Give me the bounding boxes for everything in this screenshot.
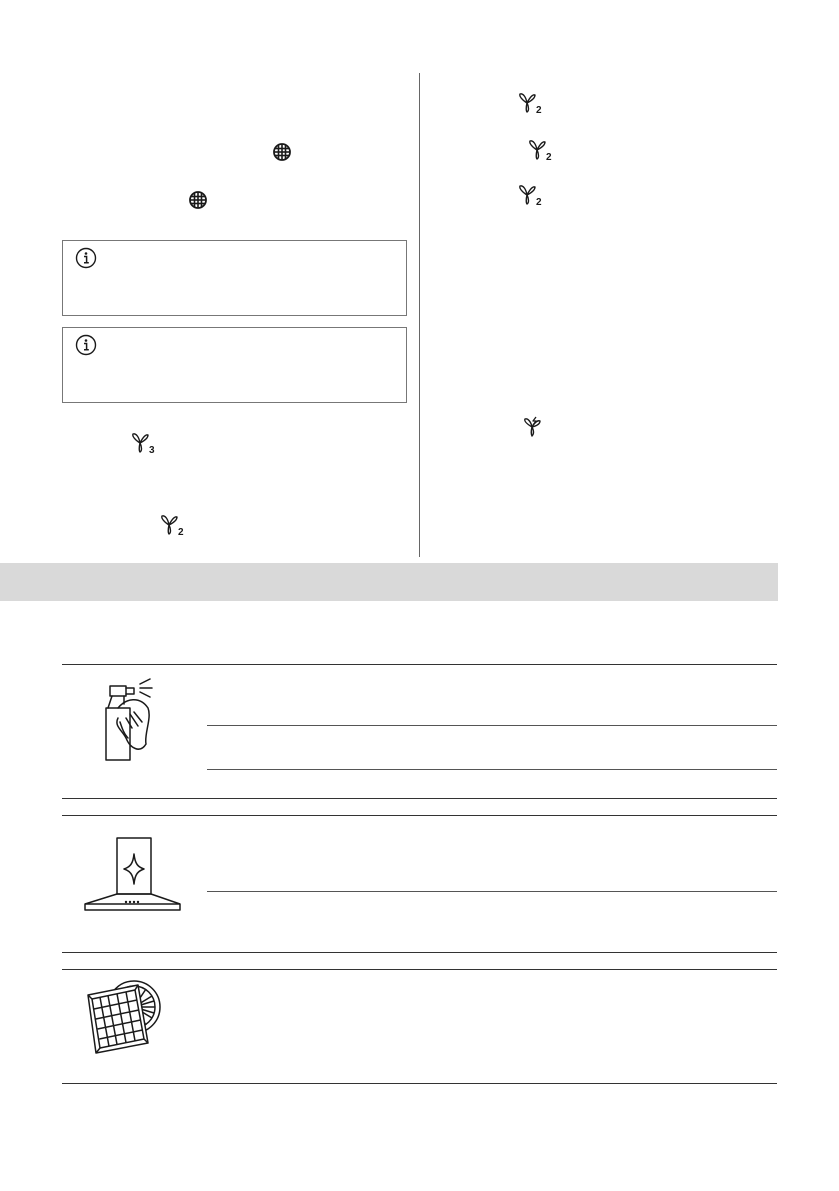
grid-icon: [272, 142, 292, 162]
info-note-box: [62, 327, 407, 403]
fan-speed-2-icon: [518, 184, 546, 206]
info-icon: [75, 247, 97, 274]
fan-boost-icon: [521, 416, 547, 438]
grease-and-carbon-filter-icon: [82, 977, 164, 1059]
fan-speed-3-label: 3: [149, 445, 155, 454]
grid-icon: [188, 190, 208, 210]
info-note-box: [62, 240, 407, 316]
spray-and-cloth-icon: [100, 678, 160, 764]
fan-speed-2-icon: [160, 514, 188, 536]
table-rule: [62, 664, 777, 665]
fan-speed-2-label: 2: [178, 527, 184, 536]
fan-speed-2-label: 2: [536, 197, 542, 206]
fan-speed-2-label: 2: [536, 105, 542, 114]
table-rule: [207, 891, 777, 892]
fan-speed-2-icon: [528, 139, 556, 161]
fan-speed-3-icon: [131, 432, 159, 454]
section-header-band: [0, 563, 778, 601]
fan-speed-2-label: 2: [546, 152, 552, 161]
table-rule: [207, 725, 777, 726]
info-icon: [75, 334, 97, 361]
column-divider: [419, 73, 420, 557]
table-rule: [62, 798, 777, 799]
table-rule: [62, 969, 777, 970]
table-rule: [62, 952, 777, 953]
table-rule: [207, 769, 777, 770]
fan-speed-2-icon: [518, 92, 546, 114]
table-rule: [62, 815, 777, 816]
table-rule: [62, 1083, 777, 1084]
hood-shine-icon: [84, 836, 182, 912]
